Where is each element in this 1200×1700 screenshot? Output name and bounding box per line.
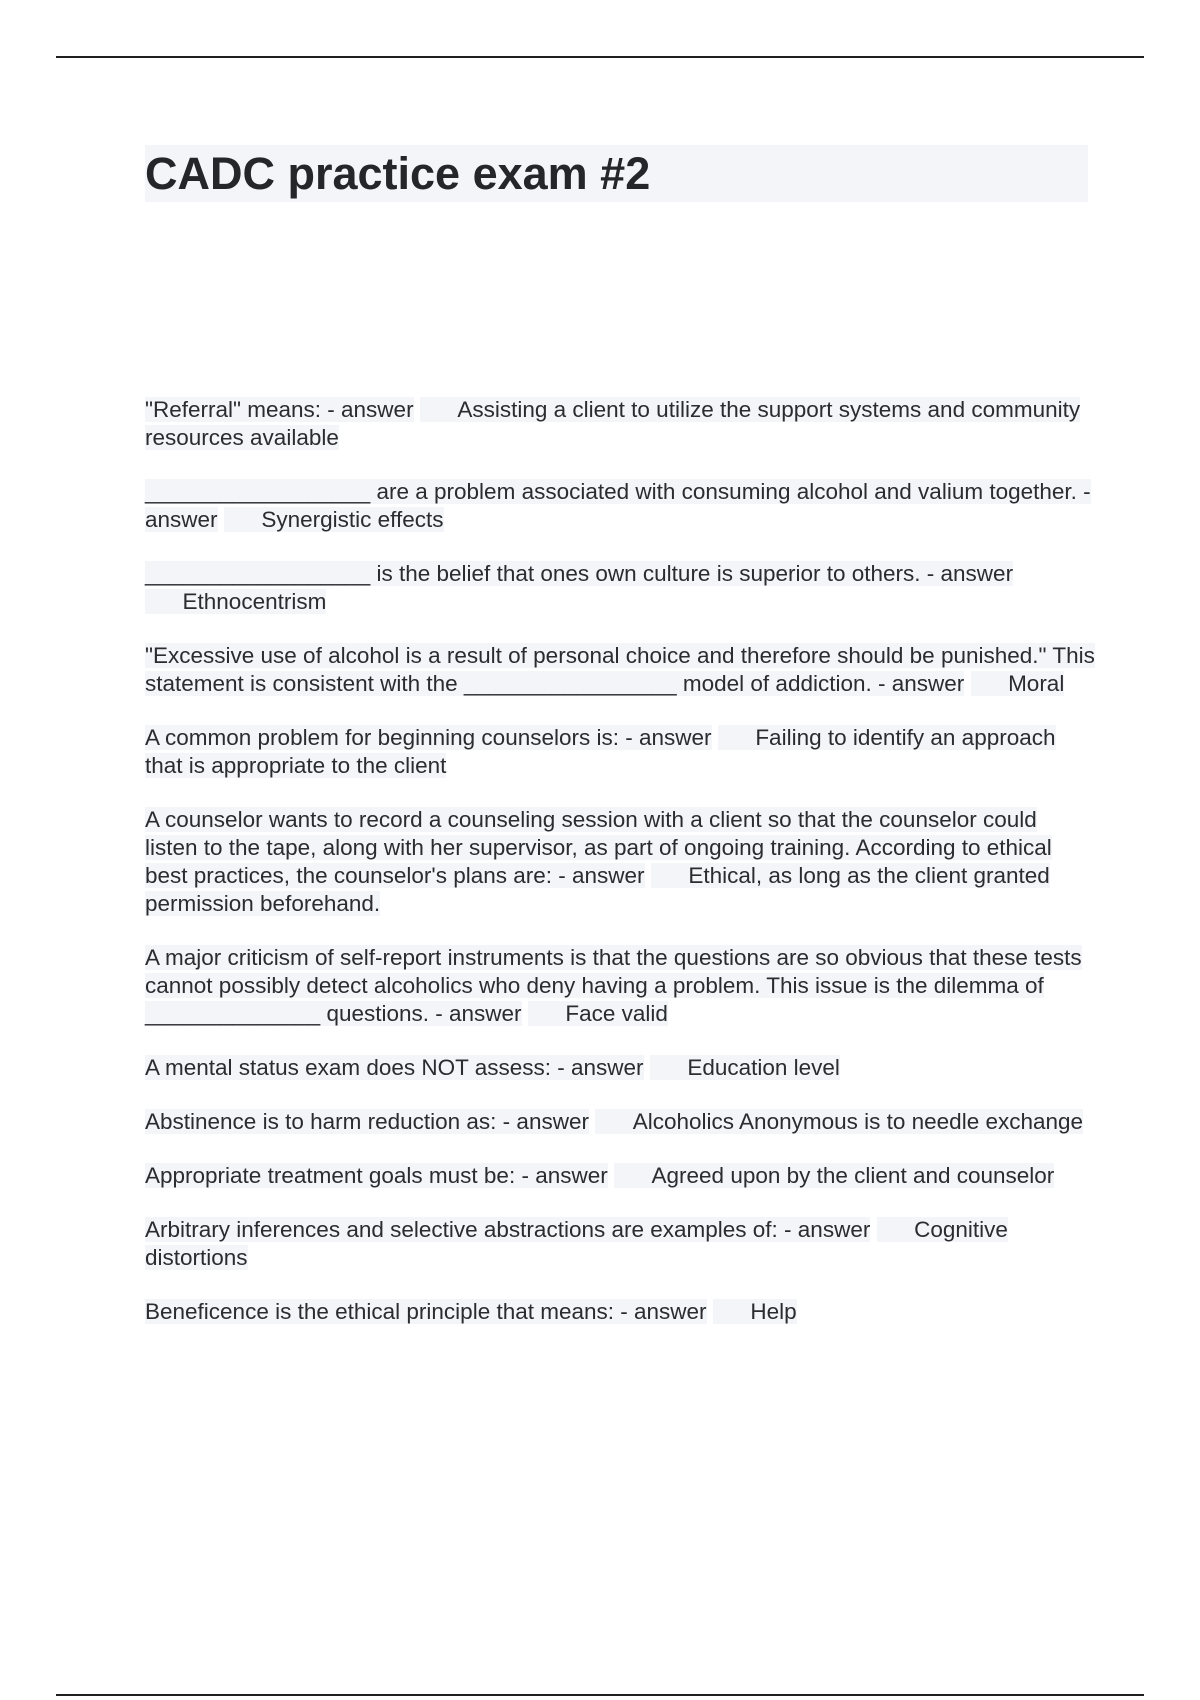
qa-item bbox=[145, 478, 1095, 534]
answer-text: Synergistic effects bbox=[224, 507, 444, 532]
question-text: Arbitrary inferences and selective abstractions are examples of: - answer bbox=[145, 1217, 871, 1242]
question-text: "Referral" means: - answer bbox=[145, 397, 414, 422]
page-title: CADC practice exam #2 bbox=[145, 145, 1088, 202]
qa-item bbox=[145, 642, 1095, 698]
answer-text: Cognitive distortions bbox=[145, 1217, 1008, 1270]
qa-item bbox=[145, 1054, 1095, 1082]
answer-text: Alcoholics Anonymous is to needle exchange bbox=[595, 1109, 1083, 1134]
qa-item bbox=[145, 396, 1095, 452]
answer-text: Failing to identify an approach that is appropriate to the client bbox=[145, 725, 1056, 778]
answer-text: Education level bbox=[650, 1055, 840, 1080]
answer-text: Assisting a client to utilize the support systems and community resources available bbox=[145, 397, 1081, 450]
question-text: A major criticism of self-report instruments is that the questions are so obvious that these tests cannot possibly detect alcoholics who deny having a problem. This issue is the dilemma of ______________ questions. - answer bbox=[145, 945, 1082, 1026]
qa-item bbox=[145, 560, 1095, 616]
header-rule bbox=[56, 56, 1144, 58]
qa-item bbox=[145, 1216, 1095, 1272]
answer-text: Ethnocentrism bbox=[145, 589, 326, 614]
question-text: A counselor wants to record a counseling session with a client so that the counselor could listen to the tape, along with her supervisor, as part of ongoing training. According to ethical best practices, the counselor's plans are: - answer bbox=[145, 807, 1052, 888]
question-list bbox=[145, 396, 1095, 1352]
answer-text: Face valid bbox=[528, 1001, 668, 1026]
question-text: Appropriate treatment goals must be: - answer bbox=[145, 1163, 608, 1188]
answer-text: Moral bbox=[971, 671, 1065, 696]
qa-item bbox=[145, 806, 1095, 918]
question-text: A mental status exam does NOT assess: - answer bbox=[145, 1055, 644, 1080]
question-text: "Excessive use of alcohol is a result of personal choice and therefore should be punished." This statement is consistent with the _________________ model of addiction. - answer bbox=[145, 643, 1095, 696]
question-text: __________________ are a problem associated with consuming alcohol and valium together. - answer bbox=[145, 479, 1091, 532]
qa-item bbox=[145, 944, 1095, 1028]
footer-rule bbox=[56, 1694, 1144, 1696]
qa-item bbox=[145, 1162, 1095, 1190]
question-text: Beneficence is the ethical principle that means: - answer bbox=[145, 1299, 707, 1324]
question-text: A common problem for beginning counselors is: - answer bbox=[145, 725, 712, 750]
question-text: Abstinence is to harm reduction as: - answer bbox=[145, 1109, 589, 1134]
qa-item bbox=[145, 1108, 1095, 1136]
qa-item bbox=[145, 1298, 1095, 1326]
answer-text: Help bbox=[713, 1299, 797, 1324]
answer-text: Agreed upon by the client and counselor bbox=[614, 1163, 1054, 1188]
question-text: __________________ is the belief that ones own culture is superior to others. - answer bbox=[145, 561, 1014, 586]
qa-item bbox=[145, 724, 1095, 780]
answer-text: Ethical, as long as the client granted permission beforehand. bbox=[145, 863, 1050, 916]
